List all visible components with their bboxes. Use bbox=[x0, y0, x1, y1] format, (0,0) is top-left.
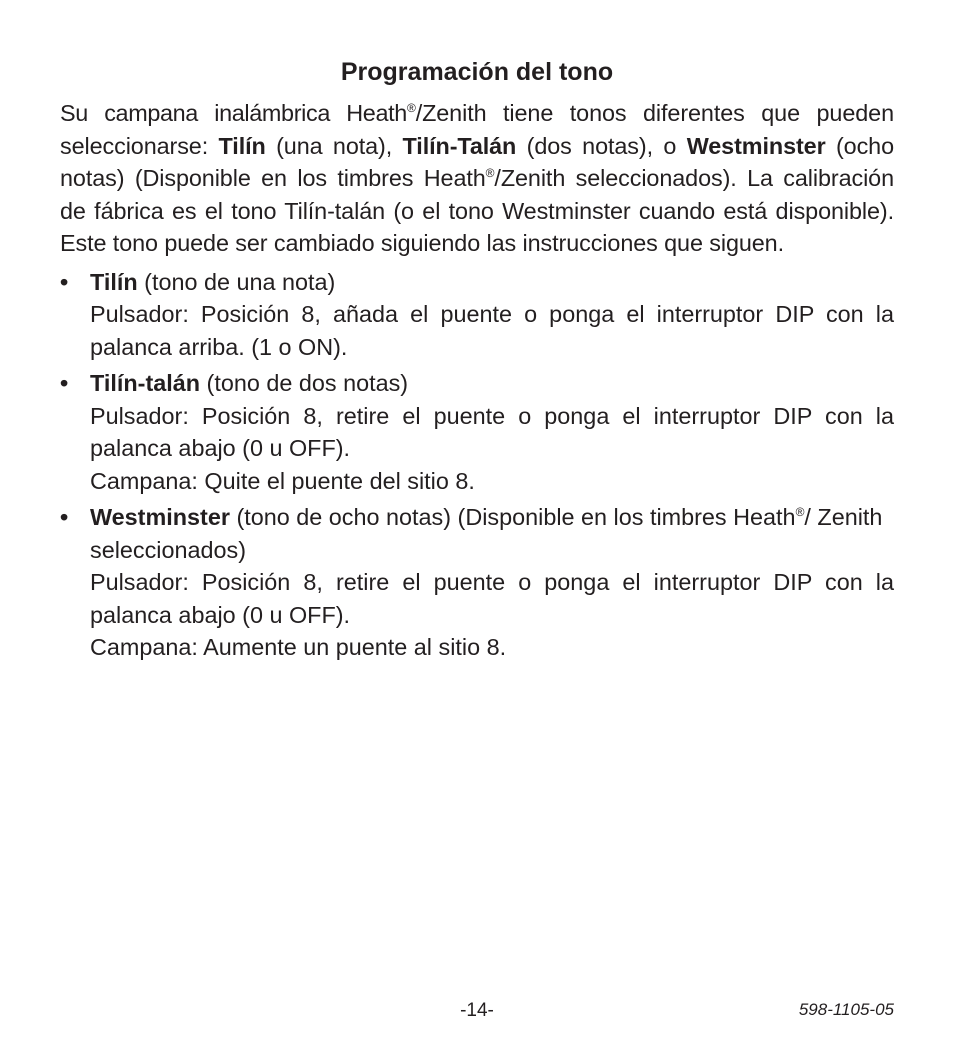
document-code: 598-1105-05 bbox=[798, 1000, 894, 1019]
bullet-icon: • bbox=[60, 370, 69, 396]
page-number: -14- bbox=[460, 1000, 494, 1021]
bullet-icon: • bbox=[60, 504, 69, 530]
section-title: Programación del tono bbox=[340, 58, 614, 86]
intro-paragraph: Su campana inalámbrica Heath®/Zenith tiene tonos diferentes que pueden seleccionarse: Tilín (una nota), Tilín-Talán (dos notas), o Westminster (ocho notas) (Disponible en los timbres Heath®/Zenith seleccionados). La calibración de fábrica es el tono Tilín-talán (o el tono Westminster cuando está disponible). Este tono puede ser cambiado siguiendo las instrucciones que siguen. bbox=[60, 100, 894, 256]
campana-instruction: Campana: Quite el puente del sitio 8. bbox=[90, 467, 475, 494]
tone-heading: Tilín (tono de una nota) bbox=[90, 268, 336, 295]
tone-name-tilin-talan: Tilín-Talán bbox=[402, 132, 517, 159]
list-item-tilin-talan bbox=[60, 367, 894, 497]
tone-name-westminster: Westminster bbox=[686, 132, 826, 159]
registered-mark: ® bbox=[406, 101, 416, 116]
pulsador-instruction: Pulsador: Posición 8, retire el puente o ponga el interruptor DIP con la palanca abajo (0 u OFF). bbox=[90, 402, 894, 461]
list-item-westminster bbox=[60, 501, 894, 664]
campana-instruction: Campana: Aumente un puente al sitio 8. bbox=[90, 634, 507, 660]
tone-name-tilin: Tilín bbox=[218, 132, 266, 159]
bullet-icon: • bbox=[60, 268, 69, 295]
tone-heading: Westminster (tono de ocho notas) (Disponible en los timbres Heath®/ Zenith seleccionados) bbox=[90, 504, 883, 563]
registered-mark: ® bbox=[485, 166, 495, 181]
document-page bbox=[60, 56, 894, 668]
pulsador-instruction: Pulsador: Posición 8, añada el puente o ponga el interruptor DIP con la palanca arriba. (1 o ON). bbox=[90, 301, 894, 360]
tone-list bbox=[60, 266, 894, 664]
pulsador-instruction: Pulsador: Posición 8, retire el puente o ponga el interruptor DIP con la palanca abajo (0 u OFF). bbox=[90, 569, 894, 628]
list-item-tilin bbox=[60, 266, 894, 364]
registered-mark: ® bbox=[795, 505, 805, 520]
tone-heading: Tilín-talán (tono de dos notas) bbox=[90, 370, 409, 396]
